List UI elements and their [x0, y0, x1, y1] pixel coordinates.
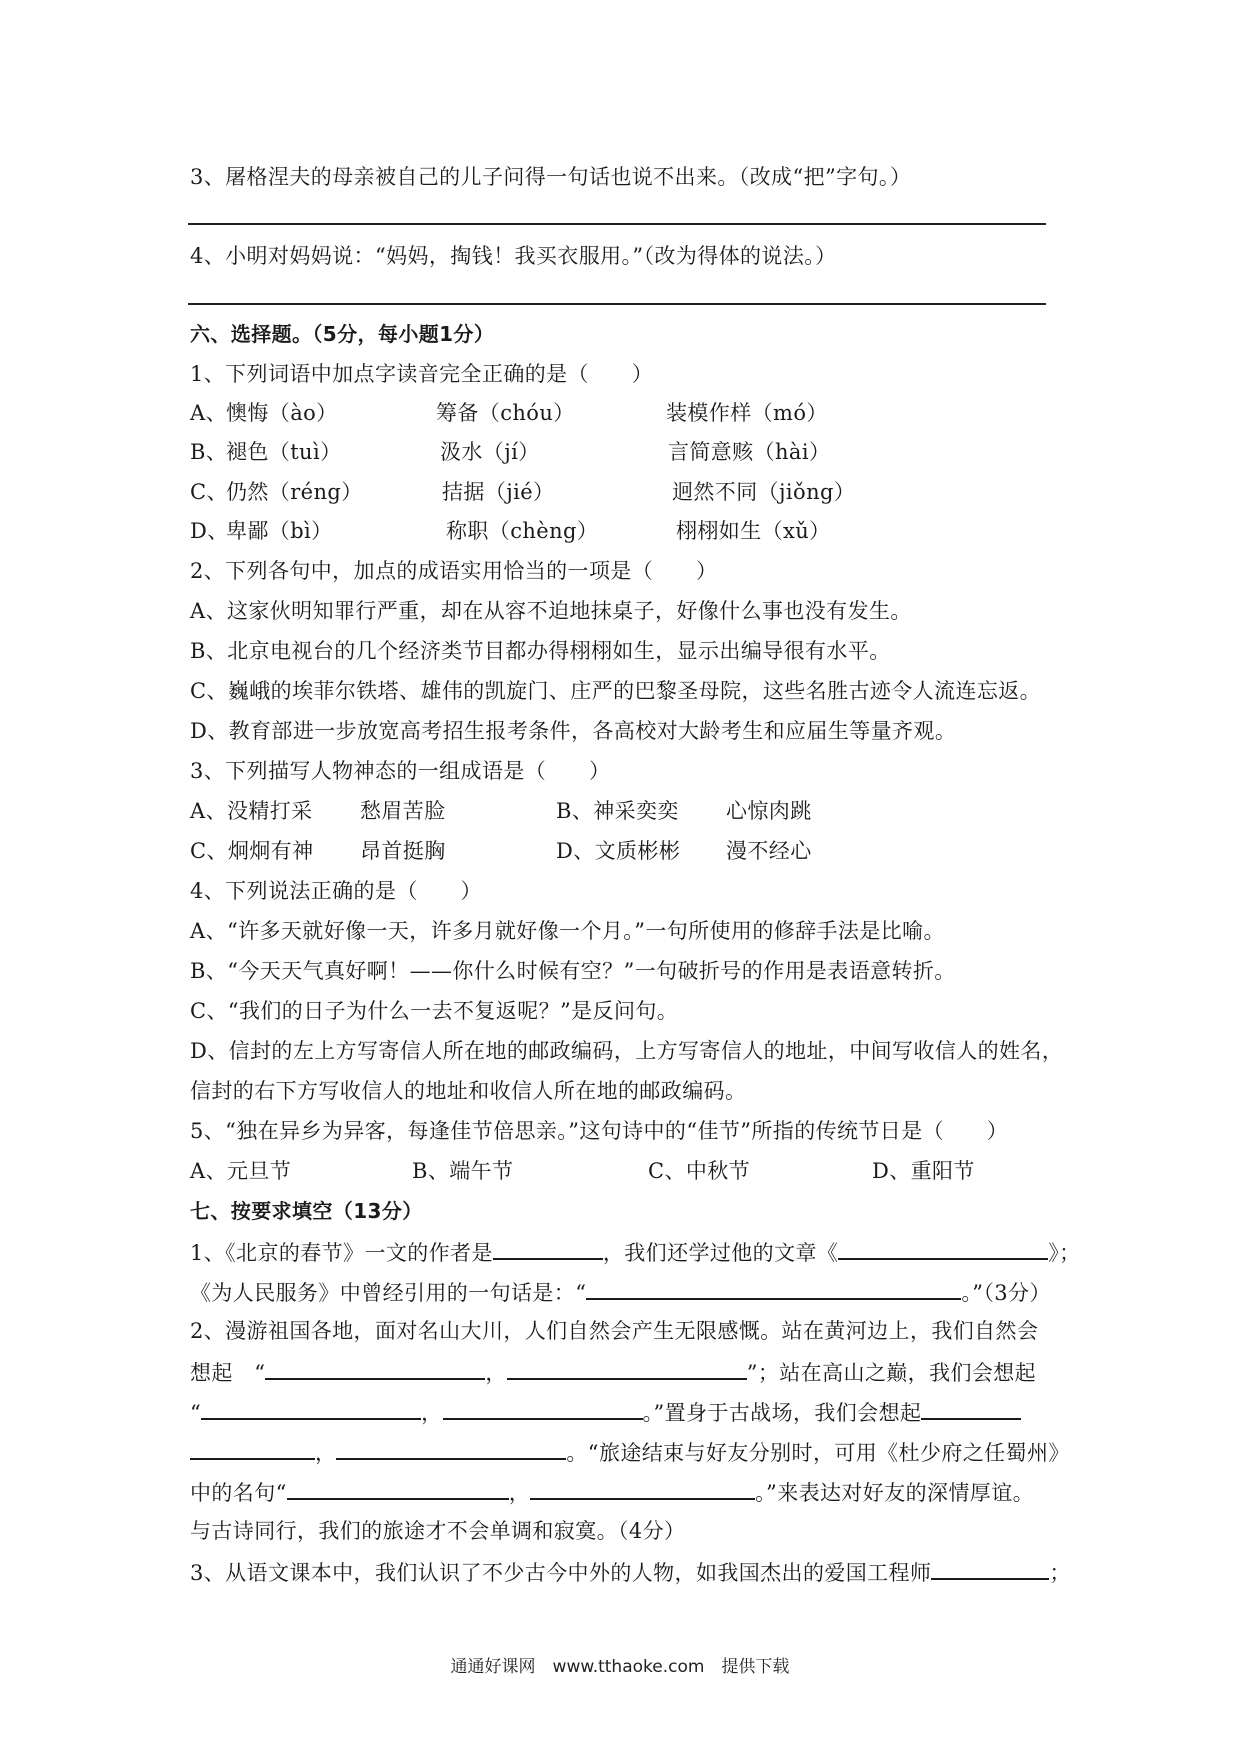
fill-blank[interactable] [287, 1476, 509, 1500]
fill-blank[interactable] [838, 1236, 1048, 1260]
q7-1-line-2: 《为人民服务》中曾经引用的一句话是：“ 。”（3分） [190, 1276, 1051, 1308]
fill-blank[interactable] [530, 1476, 755, 1500]
q6-2-option-b: B、北京电视台的几个经济类节目都办得栩栩如生，显示出编导很有水平。 [190, 639, 891, 663]
q7-2-line-2: 想起 “ ， ”；站在高山之巅，我们会想起 [190, 1356, 1036, 1388]
answer-line [188, 223, 1046, 225]
q7-2-line-1: 2、漫游祖国各地，面对名山大川，人们自然会产生无限感慨。站在黄河边上，我们自然会 [190, 1319, 1039, 1343]
fill-blank[interactable] [265, 1356, 485, 1380]
q6-2-option-c: C、巍峨的埃菲尔铁塔、雄伟的凯旋门、庄严的巴黎圣母院，这些名胜古迹令人流连忘返。 [190, 679, 1042, 703]
q6-4-option-d: D、信封的左上方写寄信人所在地的邮政编码，上方写寄信人的地址，中间写收信人的姓名， [190, 1039, 1064, 1063]
sec5-q4: 4、小明对妈妈说：“妈妈，掏钱！我买衣服用。”（改为得体的说法。） [190, 244, 837, 268]
q7-2-line-4: ， 。“旅途结束与好友分别时，可用《杜少府之任蜀州》 [190, 1436, 1070, 1468]
sec5-q3: 3、屠格涅夫的母亲被自己的儿子问得一句话也说不出来。（改成“把”字句。） [190, 165, 912, 189]
q6-4-stem: 4、下列说法正确的是（ ） [190, 879, 482, 903]
q6-1-stem: 1、下列词语中加点字读音完全正确的是（ ） [190, 362, 654, 386]
fill-blank[interactable] [586, 1276, 961, 1300]
fill-blank[interactable] [443, 1396, 643, 1420]
fill-blank[interactable] [507, 1356, 747, 1380]
q6-2-stem: 2、下列各句中，加点的成语实用恰当的一项是（ ） [190, 559, 718, 583]
fill-blank[interactable] [931, 1556, 1049, 1580]
fill-blank[interactable] [201, 1396, 421, 1420]
q7-3-line-1: 3、从语文课本中，我们认识了不少古今中外的人物，如我国杰出的爱国工程师 ； [190, 1556, 1071, 1588]
q7-1-line-1: 1、《北京的春节》一文的作者是 ，我们还学过他的文章《 》； [190, 1236, 1081, 1268]
q7-2-line-5: 中的名句“ ， 。”来表达对好友的深情厚谊。 [190, 1476, 1034, 1508]
q6-3-stem: 3、下列描写人物神态的一组成语是（ ） [190, 759, 611, 783]
fill-blank[interactable] [493, 1236, 603, 1260]
fill-blank[interactable] [190, 1436, 315, 1460]
q6-2-option-a: A、这家伙明知罪行严重，却在从容不迫地抹桌子，好像什么事也没有发生。 [190, 599, 912, 623]
fill-blank[interactable] [336, 1436, 566, 1460]
fill-blank[interactable] [921, 1396, 1021, 1420]
q6-4-option-b: B、“今天天气真好啊！——你什么时候有空？”一句破折号的作用是表语意转折。 [190, 959, 956, 983]
q7-2-line-6: 与古诗同行，我们的旅途才不会单调和寂寞。（4分） [190, 1519, 686, 1543]
q6-4-option-a: A、“许多天就好像一天，许多月就好像一个月。”一句所使用的修辞手法是比喻。 [190, 919, 945, 943]
q6-5-stem: 5、“独在异乡为异客，每逢佳节倍思亲。”这句诗中的“佳节”所指的传统节日是（ ） [190, 1119, 1009, 1143]
q7-2-line-3: “ ， 。”置身于古战场，我们会想起 [190, 1396, 1021, 1428]
page-footer: 通通好课网 www.tthaoke.com 提供下载 [450, 1657, 790, 1677]
answer-line [188, 303, 1046, 305]
section-title-7: 七、按要求填空（13分） [190, 1199, 423, 1223]
q6-4-option-d-cont: 信封的右下方写收信人的地址和收信人所在地的邮政编码。 [190, 1079, 747, 1103]
q6-4-option-c: C、“我们的日子为什么一去不复返呢？”是反问句。 [190, 999, 679, 1023]
section-title-6: 六、选择题。（5分，每小题1分） [190, 322, 495, 346]
q6-2-option-d: D、教育部进一步放宽高考招生报考条件，各高校对大龄考生和应届生等量齐观。 [190, 719, 957, 743]
